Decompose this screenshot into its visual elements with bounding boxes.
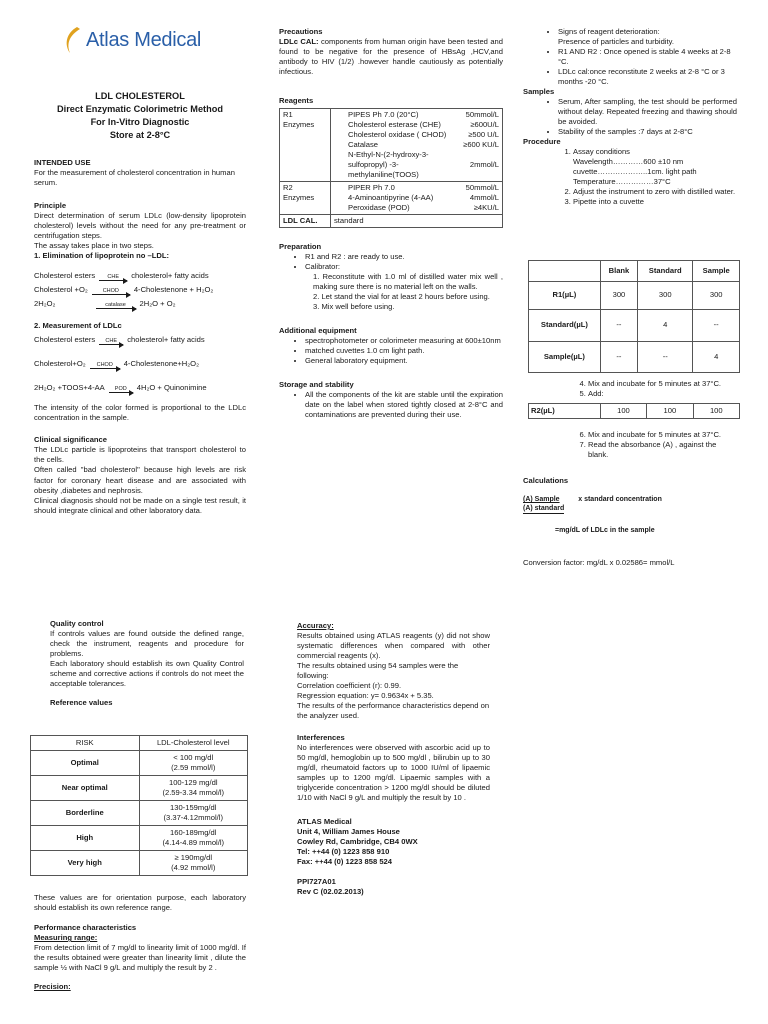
enzyme-label: CHOD <box>102 288 119 295</box>
reagent-name: Catalase <box>348 140 378 150</box>
middle-bottom <box>297 621 490 897</box>
list-item: • matched cuvettes 1.0 cm light path. <box>305 346 503 356</box>
level-mmol: (4.92 mmol/l) <box>171 863 216 873</box>
samples-list <box>523 97 737 137</box>
list-item: 3. Mix well before using. <box>313 302 395 312</box>
list-item <box>348 120 499 130</box>
reaction-list-1 <box>34 267 246 309</box>
r2-table <box>528 403 740 419</box>
accuracy-text: Regression equation: y= 0.9634x + 5.35. <box>297 691 434 701</box>
clinical-text-2: Often called "bad cholesterol" because high levels are risk factor for coronary heart disease and are associated with obesity ,diabetes and nephrosis. <box>34 465 246 495</box>
list-item: 2. Let stand the vial for at least 2 hours before using. <box>313 292 490 302</box>
table-row <box>529 282 740 310</box>
level-mmol: (3.37-4.12mmol/l) <box>163 813 223 823</box>
row-label: R2(µL) <box>529 404 601 419</box>
reaction-arrow-icon <box>96 302 136 309</box>
measuring-range-heading: Measuring range: <box>34 933 98 943</box>
reagent-conc: 50mmol/L <box>465 183 499 193</box>
interferences-text: No interferences were observed with ascorbic acid up to 50 mg/dl, hemoglobin up to 500 mg/dl , bilirubin up to 30 mg/dl, rheumatoid factors up to 1000 IU/ml of lipaemic samples up to 1200 mg/dl. Lipaemic samples with a triglyceride concentration > 1200 mg/dl should be diluted 1/10 with NaCl 9 g/L and multiply the result by 10 . <box>297 743 490 803</box>
list-item: • Stability of the samples :7 days at 2-8°C <box>558 127 737 137</box>
reaction-row <box>34 355 246 369</box>
cell: 100 <box>647 404 693 419</box>
calculations-block <box>523 476 737 568</box>
principle-steps: The assay takes place in two steps. <box>34 241 154 251</box>
precautions-heading: Precautions <box>279 27 323 36</box>
reference-note: These values are for orientation purpose, each laboratory should establish its own reference range. <box>34 893 246 913</box>
address-block <box>297 817 490 897</box>
list-item <box>558 27 737 47</box>
table-header <box>529 261 601 282</box>
reaction-row <box>34 379 246 393</box>
reagent-conc: 4mmol/L <box>469 193 499 203</box>
product: 4-Cholestenone + H₂O₂ <box>133 285 214 295</box>
reaction-list-2 <box>34 331 246 393</box>
list-item: • All the components of the kit are stable until the expiration date on the label when stored tightly closed at 2-8°C and contaminations are prevented during their use. <box>305 390 503 420</box>
principle-step-2: 2. Measurement of LDLc <box>34 321 122 331</box>
intended-use-heading: INTENDED USE <box>34 158 91 168</box>
level-mgdl: 160-189mg/dl <box>170 828 217 838</box>
list-item: • R1 and R2 : are ready to use. <box>305 252 503 262</box>
interferences-heading: Interferences <box>297 733 345 743</box>
reaction-arrow-icon <box>90 362 120 369</box>
quality-text-2: Each laboratory should establish its own Quality Control scheme and corrective actions if controls do not meet the acceptable tolerances. <box>50 659 244 689</box>
table-row <box>529 310 740 342</box>
list-item: 2. Adjust the instrument to zero with distilled water. <box>573 187 737 197</box>
clinical-text-1: The LDLc particle is lipoproteins that transport cholesterol to the cells. <box>34 445 246 465</box>
reagents-table <box>279 108 503 228</box>
table-row <box>31 776 248 801</box>
equipment-heading: Additional equipment <box>279 326 357 336</box>
row-label: R1(µL) <box>529 282 601 310</box>
list-item: • Calibrator: <box>305 262 503 272</box>
reagent-items-cell <box>331 182 503 215</box>
reagents-heading: Reagents <box>279 96 314 106</box>
product: cholesterol+ fatty acids <box>131 271 209 281</box>
table-header-row <box>31 736 248 751</box>
quality-text-1: If controls values are found outside the defined range, check the instrument, reagents and procedure for problems. <box>50 629 244 659</box>
list-item: 3. Pipette into a cuvette <box>573 197 737 207</box>
table-row <box>31 851 248 876</box>
address-line: Unit 4, William James House <box>297 827 400 837</box>
accuracy-text: The results of the performance characteristics depend on the analyzer used. <box>297 701 490 721</box>
product: 2H₂O + O₂ <box>139 299 176 309</box>
list-item <box>348 130 499 140</box>
accuracy-text: The results obtained using 54 samples were the following: <box>297 661 459 681</box>
reactant: 2H₂O₂ <box>34 299 56 309</box>
procedure-list <box>523 147 737 207</box>
reaction-arrow-icon <box>99 338 123 345</box>
cell: 300 <box>600 282 637 310</box>
reagent-name: N-Ethyl-N-(2-hydroxy-3-sulfopropyl) -3-methylaniline(TOOS) <box>348 150 429 180</box>
risk-cell: Borderline <box>31 801 140 826</box>
list-item: • R1 AND R2 : Once opened is stable 4 weeks at 2-8 °C. <box>558 47 737 67</box>
cell: -- <box>600 310 637 342</box>
list-item: 6. Mix and incubate for 5 minutes at 37°C. <box>588 430 737 440</box>
table-row <box>31 826 248 851</box>
intended-use-text: For the measurement of cholesterol concentration in human serum. <box>34 168 235 188</box>
cell: 300 <box>693 282 740 310</box>
calibrator-steps <box>279 272 503 312</box>
calculations-heading: Calculations <box>523 476 569 485</box>
company-name: ATLAS Medical <box>297 817 352 827</box>
conversion-factor: Conversion factor: mg/dL x 0.02586= mmol/L <box>523 557 675 567</box>
reaction-arrow-icon <box>99 274 127 281</box>
enzyme-label: CHE <box>107 274 120 281</box>
reagent-label-cell <box>280 182 331 215</box>
list-item: • spectrophotometer or colorimeter measuring at 600±10nm <box>305 336 503 346</box>
item-text: Assay conditions <box>573 147 630 157</box>
preparation-list <box>279 252 503 272</box>
procedure-table <box>528 260 740 373</box>
reaction-row <box>34 331 246 345</box>
reagent-label: R2 <box>283 183 293 193</box>
storage-list <box>279 390 503 420</box>
list-item: 5. Add: <box>588 389 737 399</box>
fraction-numerator: (A) Sample <box>523 496 560 504</box>
brand-name: Atlas Medical <box>86 28 202 51</box>
principle-text: Direct determination of serum LDLc (low-density lipoprotein cholesterol) levels without the need for any pre-treatment or centrifugation steps. <box>34 211 246 241</box>
principle-heading: Principle <box>34 201 67 211</box>
table-row <box>280 182 503 215</box>
table-row <box>280 109 503 182</box>
table-header: LDL-Cholesterol level <box>139 736 248 751</box>
table-row <box>31 801 248 826</box>
level-mmol: (2.59-3.34 mmol/l) <box>162 788 225 798</box>
item-text: Wavelength…………600 ±10 nm <box>573 157 684 167</box>
list-item <box>348 183 499 193</box>
table-header: RISK <box>31 736 140 751</box>
reactant: 2H₂O₂ +TOOS+4-AA <box>34 383 105 393</box>
fraction-denominator: (A) standard <box>523 504 564 514</box>
title-line-1: LDL CHOLESTEROL <box>95 91 185 101</box>
reaction-row <box>34 281 246 295</box>
item-text: Signs of reagent deterioration: <box>558 27 660 36</box>
enzyme-label: CHOD <box>96 362 113 369</box>
reagent-name: PIPES Ph 7.0 (20°C) <box>348 110 419 120</box>
precautions-body: components from human origin have been tested and found to be negative for the presence of HBsAg ,HCV,and antibody to HIV (1/2) .however handle cautiously as potentially infectious. <box>279 37 503 77</box>
quality-block <box>50 619 244 708</box>
reagent-name: Cholesterol esterase (CHE) <box>348 120 441 130</box>
preparation-heading: Preparation <box>279 242 322 252</box>
accuracy-heading: Accuracy: <box>297 621 334 630</box>
cell: 100 <box>693 404 739 419</box>
risk-cell: Optimal <box>31 751 140 776</box>
risk-cell: High <box>31 826 140 851</box>
table-row <box>529 342 740 373</box>
reactant: Cholesterol esters <box>34 271 96 281</box>
formula-multiplier: x standard concentration <box>578 496 662 504</box>
risk-cell: Near optimal <box>31 776 140 801</box>
enzyme-label: catalase <box>105 302 126 309</box>
reagent-sub: Enzymes <box>283 120 315 130</box>
performance-block <box>34 893 246 992</box>
level-cell <box>139 851 248 876</box>
list-item: 4. Mix and incubate for 5 minutes at 37°C. <box>588 379 737 389</box>
list-item <box>348 140 499 150</box>
formula-result: =mg/dL of LDLc in the sample <box>555 527 655 535</box>
item-text: Presence of particles and turbidity. <box>558 37 674 47</box>
reagent-name: Cholesterol oxidase ( CHOD) <box>348 130 447 140</box>
level-mgdl: ≥ 190mg/dl <box>174 853 213 863</box>
procedure-list-2 <box>523 379 737 399</box>
list-item <box>573 147 737 187</box>
storage-heading: Storage and stability <box>279 380 354 390</box>
risk-cell: Very high <box>31 851 140 876</box>
reagent-name: 4-Aminoantipyrine (4-AA) <box>348 193 434 203</box>
accuracy-text: Correlation coefficient (r): 0.99. <box>297 681 402 691</box>
reagent-name: PIPER Ph 7.0 <box>348 183 395 193</box>
reference-heading: Reference values <box>50 698 113 708</box>
address-line: Cowley Rd, Cambridge, CB4 0WX <box>297 837 418 847</box>
brand-logo <box>62 20 246 60</box>
level-cell <box>139 751 248 776</box>
formula <box>523 495 737 514</box>
principle-color-text: The intensity of the color formed is proportional to the LDLc concentration in the sample. <box>34 403 246 423</box>
list-item <box>348 150 499 180</box>
reference-table <box>30 735 248 876</box>
cell: 300 <box>638 282 693 310</box>
enzyme-label: POD <box>114 386 127 393</box>
title-line-2: Direct Enzymatic Colorimetric Method <box>57 104 223 115</box>
list-item <box>348 110 499 120</box>
list-item: • LDLc cal:once reconstitute 2 weeks at 2-8 °C or 3 months -20 °C. <box>558 67 737 87</box>
reagent-conc: ≥600U/L <box>470 120 499 130</box>
level-mgdl: 100-129 mg/dl <box>168 778 218 788</box>
reagent-items-cell: standard <box>331 215 503 228</box>
reactant: Cholesterol+O₂ <box>34 359 86 369</box>
list-item <box>348 203 499 213</box>
precautions-text <box>279 37 503 77</box>
quality-heading: Quality control <box>50 619 104 628</box>
reaction-arrow-icon <box>109 386 133 393</box>
reagent-conc: ≥4KU/L <box>473 203 499 213</box>
clinical-text-3: Clinical diagnosis should not be made on a single test result, it should integrate clinical and other laboratory data. <box>34 495 246 515</box>
cell: 4 <box>638 310 693 342</box>
reagent-conc: ≥500 U/L <box>468 130 499 140</box>
level-mmol: (2.59 mmol/l) <box>171 763 216 773</box>
row-label: Sample(µL) <box>529 342 601 373</box>
cell: -- <box>600 342 637 373</box>
reagent-name: Peroxidase (POD) <box>348 203 410 213</box>
reagent-items-cell <box>331 109 503 182</box>
product-title <box>34 90 246 142</box>
principle-step-1: 1. Elimination of lipoprotein no –LDL: <box>34 251 169 261</box>
reaction-row <box>34 295 246 309</box>
level-mgdl: 130-159mg/dl <box>170 803 217 813</box>
phone: Tel: ++44 (0) 1223 858 910 <box>297 847 390 857</box>
product: 4-Cholestenone+H₂O₂ <box>123 359 200 369</box>
table-row <box>280 215 503 228</box>
reagent-label: R1 <box>283 110 293 120</box>
document-code: PPI727A01 <box>297 877 336 887</box>
level-mgdl: < 100 mg/dl <box>173 753 214 763</box>
list-item: 1. Reconstitute with 1.0 ml of distilled water mix well , making sure there is no material left on the walls. <box>313 272 503 292</box>
level-mmol: (4.14-4.89 mmol/l) <box>162 838 225 848</box>
performance-heading: Performance characteristics <box>34 923 137 933</box>
list-item <box>348 193 499 203</box>
precautions-label: LDLc CAL: <box>279 37 319 47</box>
row-label: Standard(µL) <box>529 310 601 342</box>
level-cell <box>139 776 248 801</box>
product: 4H₂O + Quinonimine <box>136 383 207 393</box>
samples-heading: Samples <box>523 87 555 97</box>
reagent-conc: ≥600 KU/L <box>463 140 499 150</box>
item-text: Temperature……………37°C <box>573 177 671 187</box>
cell: -- <box>693 310 740 342</box>
item-text: cuvette………………..1cm. light path <box>573 167 697 177</box>
reagent-conc: 2mmol/L <box>469 160 499 170</box>
title-line-3: For In-Vitro Diagnostic <box>90 117 190 128</box>
procedure-list-3 <box>523 430 737 460</box>
deterioration-list <box>523 27 737 87</box>
cell: -- <box>638 342 693 373</box>
middle-column <box>279 27 503 421</box>
table-header-row <box>529 261 740 282</box>
table-header: Blank <box>600 261 637 282</box>
equipment-list <box>279 336 503 366</box>
reactant: Cholesterol esters <box>34 335 96 345</box>
reaction-arrow-icon <box>92 288 130 295</box>
cell: 4 <box>693 342 740 373</box>
table-row <box>31 751 248 776</box>
measuring-range-text: From detection limit of 7 mg/dl to linearity limit of 1000 mg/dl. If the results obtained were greater than linearity limit , dilute the sample ½ with NaCl 9 g/L and multiply the result by 2 . <box>34 943 246 973</box>
enzyme-label: CHE <box>105 338 118 345</box>
accuracy-text: Results obtained using ATLAS reagents (y) did not show systematic differences when compared with other commercial reagents (x). <box>297 631 490 661</box>
precision-heading: Precision: <box>34 982 71 992</box>
table-header: Standard <box>638 261 693 282</box>
list-item: • Serum, After sampling, the test should be performed without delay. Repeated freezing and thawing should be avoided. <box>558 97 737 127</box>
reactant: Cholesterol +O₂ <box>34 285 88 295</box>
reagent-label-cell <box>280 109 331 182</box>
reagent-conc: 50mmol/L <box>465 110 499 120</box>
procedure-heading: Procedure <box>523 137 561 147</box>
level-cell <box>139 801 248 826</box>
atlas-swoosh-icon <box>62 25 84 55</box>
product: cholesterol+ fatty acids <box>127 335 205 345</box>
list-item: • General laboratory equipment. <box>305 356 503 366</box>
level-cell <box>139 826 248 851</box>
left-column <box>34 20 246 516</box>
reaction-row <box>34 267 246 281</box>
table-header: Sample <box>693 261 740 282</box>
cell: 100 <box>600 404 646 419</box>
list-item: 7. Read the absorbance (A) , against the blank. <box>588 440 737 460</box>
table-row <box>529 404 740 419</box>
clinical-heading: Clinical significance <box>34 435 108 445</box>
reagent-label-cell: LDL CAL. <box>280 215 331 228</box>
fraction <box>523 495 564 514</box>
title-line-4: Store at 2-8°C <box>109 130 171 141</box>
revision: Rev C (02.02.2013) <box>297 887 364 897</box>
right-column <box>523 27 737 207</box>
fax: Fax: ++44 (0) 1223 858 524 <box>297 857 392 867</box>
reagent-sub: Enzymes <box>283 193 315 203</box>
